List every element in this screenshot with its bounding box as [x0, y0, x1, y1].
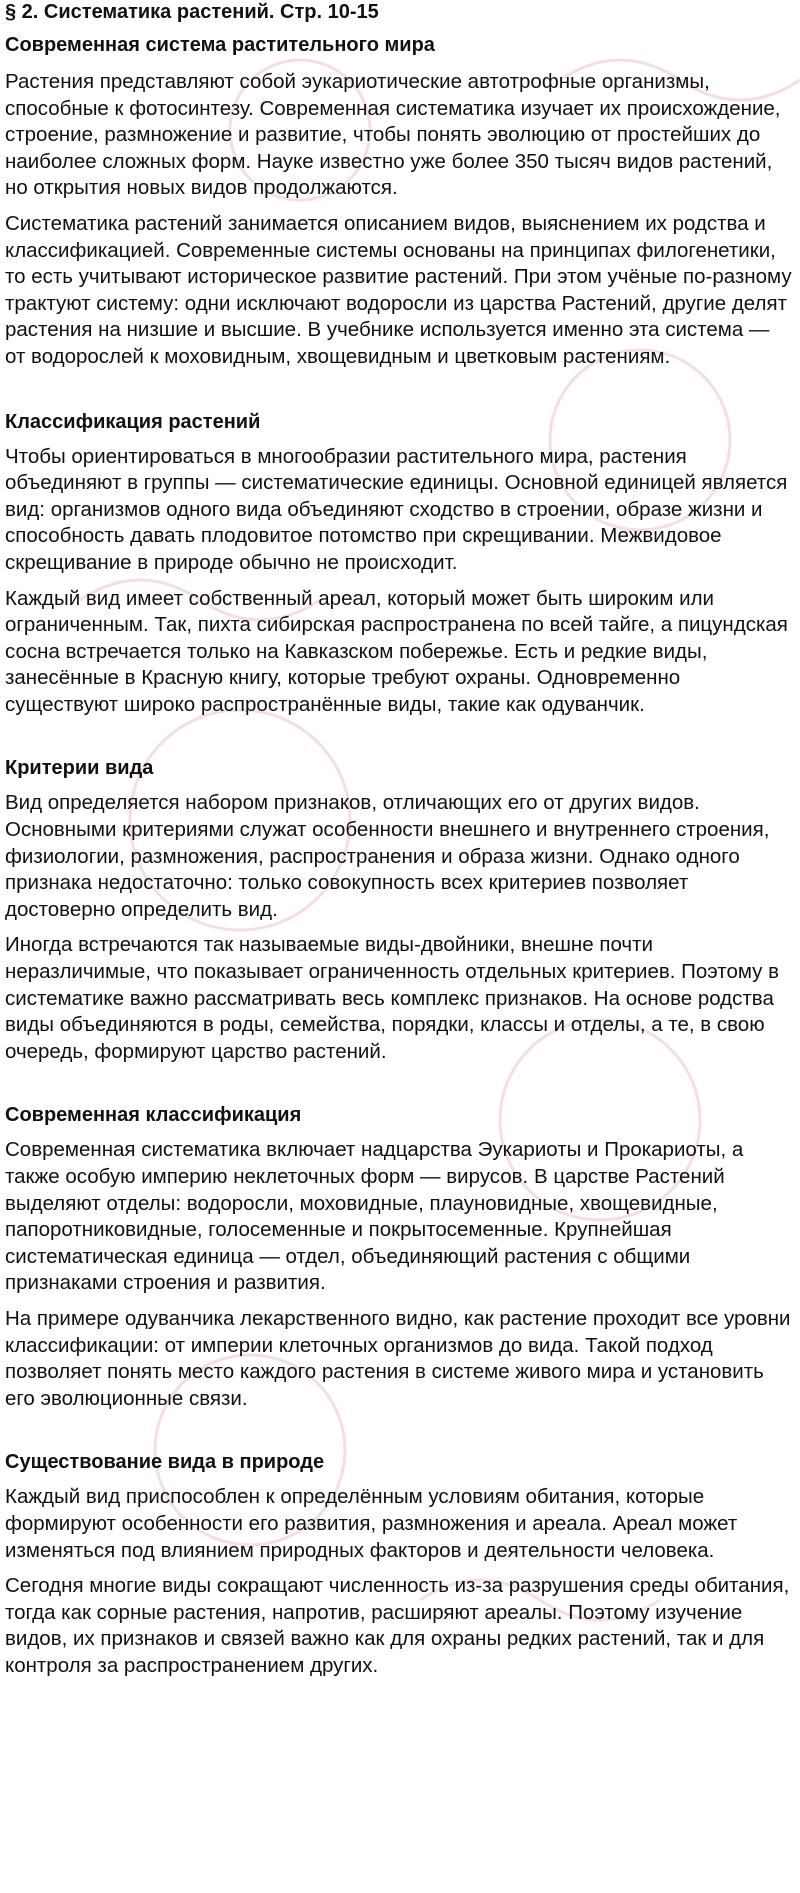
paragraph: Систематика растений занимается описанием видов, выяснением их родства и классификацией. Современные системы основаны на принципах филогенетики, то есть учитывают историческое развитие растений. При этом учёные по-разному трактуют систему: одни исключают водоросли из царства Растений, другие делят растения на низшие и высшие. В учебнике используется именно эта система — от водорослей к моховидным, хвощевидным и цветковым растениям. [5, 211, 792, 368]
section-heading: Классификация растений [5, 410, 261, 433]
paragraph: Сегодня многие виды сокращают численность из-за разрушения среды обитания, тогда как сорные растения, напротив, расширяют ареалы. Поэтому изучение видов, их признаков и связей важно как для охраны редких растений, так и для контроля за распространением других. [5, 1574, 790, 1677]
paragraph: Растения представляют собой эукариотические автотрофные организмы, способные к фотосинтезу. Современная систематика изучает их происхождение, строение, размножение и развитие, чтобы понять эволюцию от простейших до наиболее сложных форм. Науке известно уже более 350 тысяч видов растений, но открытия новых видов продолжаются. [5, 70, 781, 200]
paragraph: Чтобы ориентироваться в многообразии растительного мира, растения объединяют в группы — систематические единицы. Основной единицей является вид: организмов одного вида объединяют сходство в строении, образе жизни и способность давать плодовитое потомство при скрещивании. Межвидовое скрещивание в природе обычно не происходит. [5, 444, 788, 574]
paragraph: Вид определяется набором признаков, отличающих его от других видов. Основными критериями служат особенности внешнего и внутреннего строения, физиологии, размножения, распространения и образа жизни. Однако одного признака недостаточно: только совокупность всех критериев позволяет достоверно определить вид. [5, 791, 770, 921]
page-title: § 2. Систематика растений. Стр. 10-15 [5, 1, 379, 23]
section-modern-classification [5, 1102, 794, 1412]
section-heading: Существование вида в природе [5, 1451, 325, 1474]
section-species-in-nature [5, 1449, 794, 1679]
paragraph: Каждый вид имеет собственный ареал, который может быть широким или ограниченным. Так, пихта сибирская распространена по всей тайге, а пицундская сосна встречается только на Кавказском побережье. Есть и редкие виды, занесённые в Красную книгу, которые требуют охраны. Одновременно существуют широко распространённые виды, такие как одуванчик. [5, 586, 788, 716]
paragraph: На примере одуванчика лекарственного видно, как растение проходит все уровни классификации: от империи клеточных организмов до вида. Такой подход позволяет понять место каждого растения в системе живого мира и установить его эволюционные связи. [5, 1306, 791, 1410]
section-modern-system [5, 32, 794, 371]
section-classification [5, 409, 794, 719]
section-species-criteria [5, 755, 794, 1065]
paragraph: Современная систематика включает надцарства Эукариоты и Прокариоты, а также особую империю неклеточных форм — вирусов. В царстве Растений выделяют отделы: водоросли, моховидные, плауновидные, хвощевидные, папоротниковидные, голосеменные и покрытосеменные. Крупнейшая систематическая единица — отдел, объединяющий растения с общими признаками строения и развития. [5, 1138, 744, 1295]
section-heading: Критерии вида [5, 757, 154, 780]
section-heading: Современная система растительного мира [5, 34, 435, 56]
section-heading: Современная классификация [5, 1104, 302, 1127]
paragraph: Иногда встречаются так называемые виды-двойники, внешне почти неразличимые, что показывает ограниченность отдельных критериев. Поэтому в систематике важно рассматривать весь комплекс признаков. На основе родства виды объединяются в роды, семейства, порядки, классы и отделы, а те, в свою очередь, формируют царство растений. [5, 933, 780, 1063]
paragraph: Каждый вид приспособлен к определённым условиям обитания, которые формируют особенности его развития, размножения и ареала. Ареал может изменяться под влиянием природных факторов и деятельности человека. [5, 1485, 738, 1562]
